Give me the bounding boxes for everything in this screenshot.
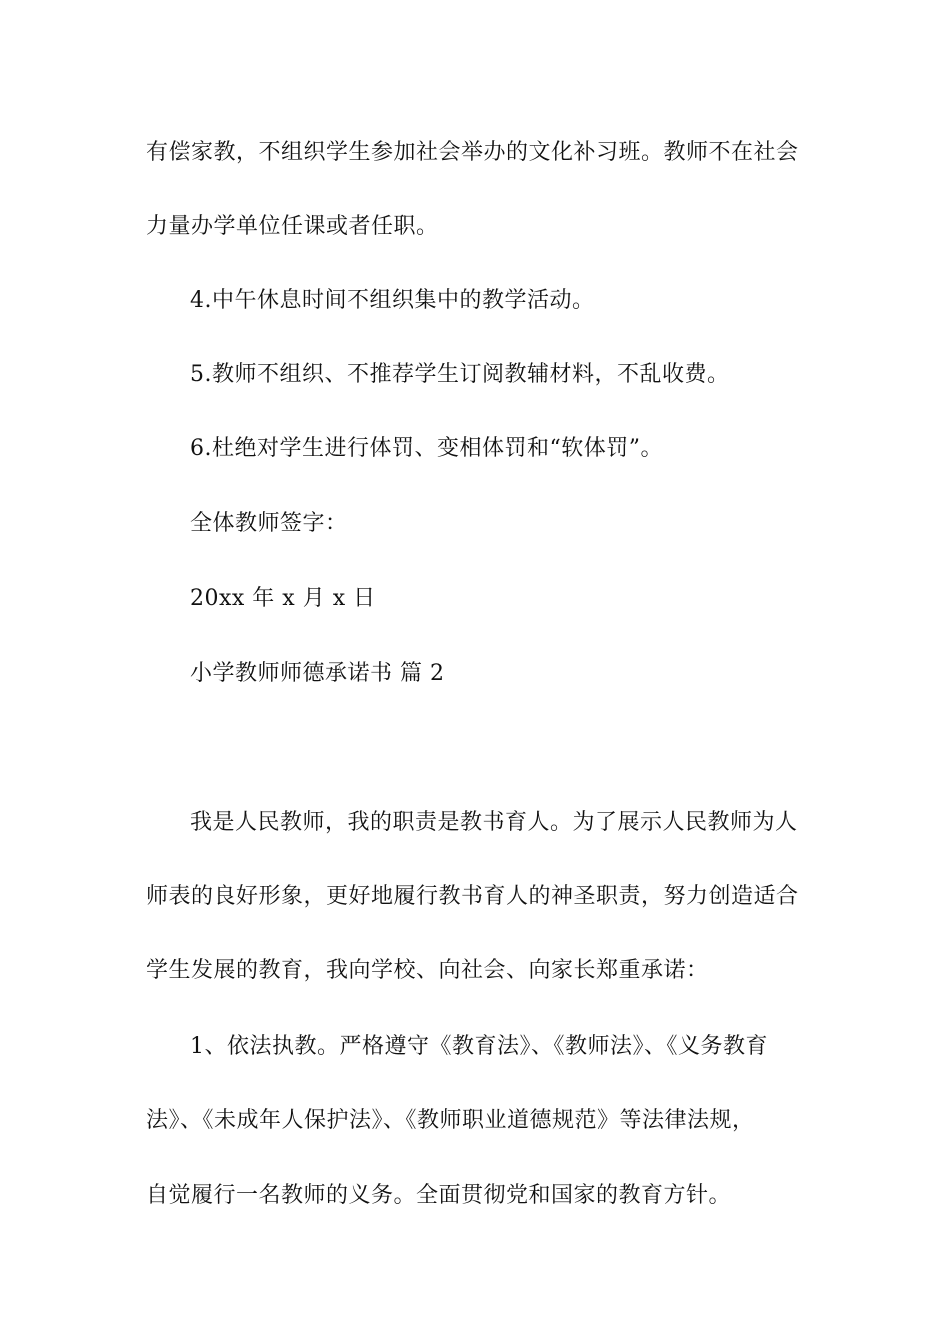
- list-item: 5.教师不组织、不推荐学生订阅教辅材料，不乱收费。: [190, 362, 730, 387]
- paragraph-line: 学生发展的教育，我向学校、向社会、向家长郑重承诺：: [146, 958, 709, 983]
- paragraph-line: 1、依法执教。严格遵守《教育法》、《教师法》、《义务教育: [190, 1034, 768, 1059]
- paragraph-line: 自觉履行一名教师的义务。全面贯彻党和国家的教育方针。: [146, 1183, 732, 1208]
- list-item: 6.杜绝对学生进行体罚、变相体罚和“软体罚”。: [190, 436, 663, 461]
- signature-label: 全体教师签字：: [190, 511, 348, 536]
- date-line: 20xx 年 x 月 x 日: [190, 586, 376, 611]
- paragraph-line: 有偿家教，不组织学生参加社会举办的文化补习班。教师不在社会: [146, 140, 799, 165]
- paragraph-line: 我是人民教师，我的职责是教书育人。为了展示人民教师为人: [190, 810, 798, 835]
- paragraph-line: 法》、《未成年人保护法》、《教师职业道德规范》等法律法规，: [146, 1108, 755, 1133]
- list-item: 4.中午休息时间不组织集中的教学活动。: [190, 288, 595, 313]
- paragraph-line: 力量办学单位任课或者任职。: [146, 214, 439, 239]
- paragraph-line: 师表的良好形象，更好地履行教书育人的神圣职责，努力创造适合: [146, 884, 799, 909]
- section-title: 小学教师师德承诺书 篇 2: [190, 661, 445, 686]
